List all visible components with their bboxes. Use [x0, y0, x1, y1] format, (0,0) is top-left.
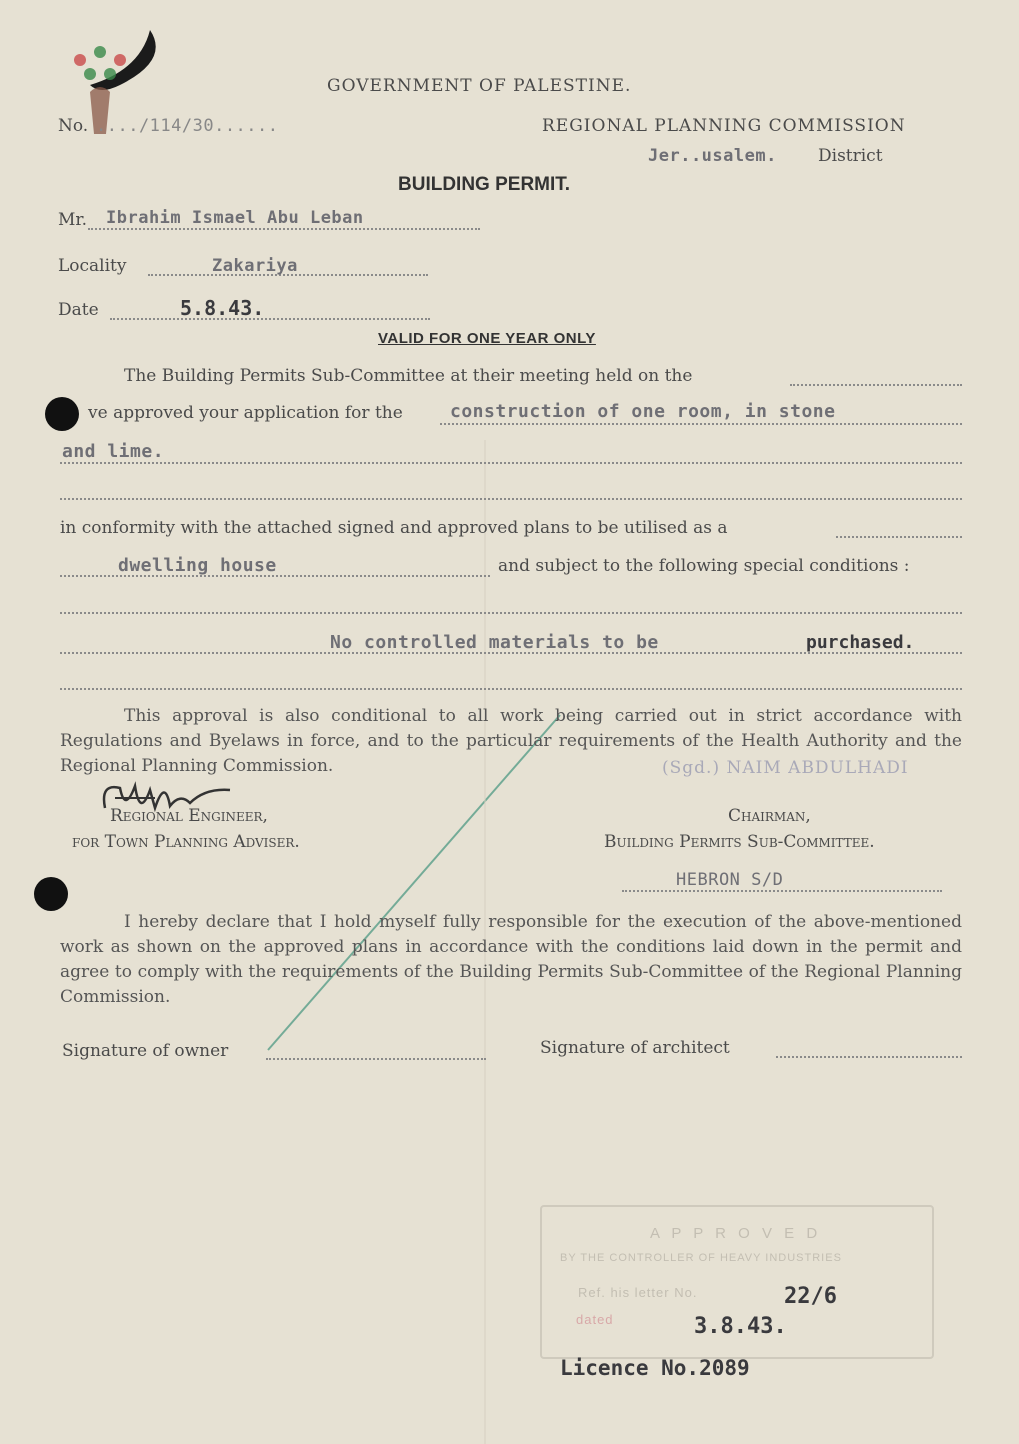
condition-text: No controlled materials to be — [330, 632, 659, 653]
government-heading: GOVERNMENT OF PALESTINE. — [327, 76, 632, 96]
engineer-title: Regional Engineer, — [110, 806, 268, 826]
date-label: Date — [58, 300, 99, 320]
architect-signature-line[interactable] — [776, 1056, 962, 1058]
licence-number: Licence No.2089 — [560, 1356, 750, 1380]
validity-note: VALID FOR ONE YEAR ONLY — [378, 330, 596, 347]
work-description: construction of one room, in stone — [450, 401, 836, 422]
chairman-subtitle: Building Permits Sub-Committee. — [604, 832, 875, 852]
stamp-dated-label: dated — [576, 1312, 614, 1327]
conditions-line-1 — [60, 612, 962, 614]
stamp-controller: BY THE CONTROLLER OF HEAVY INDUSTRIES — [560, 1252, 842, 1264]
number-value: ..../114/30...... — [96, 116, 279, 136]
chairman-title: Chairman, — [728, 806, 811, 826]
punch-hole — [34, 877, 68, 911]
condition-emphasis: purchased. — [806, 632, 915, 653]
district-label: District — [818, 146, 883, 166]
approval-paragraph: This approval is also conditional to all work being carried out in strict accordance with Regulations and Byelaws in force, and to the particular requirements of the Health Authority and the Regional Planning Commission. — [60, 706, 962, 776]
subdistrict-line — [622, 890, 942, 892]
locality-value: Zakariya — [212, 256, 298, 276]
mr-label: Mr. — [58, 210, 88, 230]
stamp-ref-label: Ref. his letter No. — [578, 1285, 698, 1300]
architect-signature-label: Signature of architect — [540, 1038, 730, 1058]
permit-title: BUILDING PERMIT. — [398, 174, 571, 195]
number-label: No. — [58, 116, 89, 136]
engineer-subtitle: for Town Planning Adviser. — [72, 832, 300, 852]
mr-line — [88, 228, 480, 230]
work-description-cont: and lime. — [62, 441, 165, 462]
stamp-approved: A P P R O V E D — [650, 1225, 822, 1242]
owner-signature-line[interactable] — [266, 1058, 486, 1060]
use-line-1 — [836, 536, 962, 538]
body-line-6: and subject to the following special conditions : — [498, 556, 910, 576]
body-line-2: ve approved your application for the — [88, 403, 403, 423]
mr-value: Ibrahim Ismael Abu Leban — [106, 208, 364, 228]
subdistrict-value: HEBRON S/D — [676, 870, 784, 890]
body-line-5: in conformity with the attached signed and approved plans to be utilised as a — [60, 518, 728, 538]
work-line-3 — [60, 498, 962, 500]
district-value: Jer..usalem. — [648, 146, 777, 166]
chairman-signed-stamp: (Sgd.) NAIM ABDULHADI — [662, 758, 909, 778]
conditions-line-3 — [60, 688, 962, 690]
date-line — [110, 318, 430, 320]
commission-heading: REGIONAL PLANNING COMMISSION — [542, 116, 906, 136]
work-line-2 — [60, 462, 962, 464]
owner-signature-label: Signature of owner — [62, 1041, 229, 1061]
declaration-paragraph: I hereby declare that I hold myself fully responsible for the execution of the above-mentioned work as shown on the approved plans in accordance with the conditions laid down in the permit and agree to comply with the requirements of the Building Permits Sub-Committee of the Regional Planning Commission. — [60, 912, 962, 1007]
body-line-1: The Building Permits Sub-Committee at their meeting held on the — [124, 366, 693, 386]
locality-label: Locality — [58, 256, 127, 276]
use-value: dwelling house — [118, 555, 277, 576]
meeting-date-line — [790, 384, 962, 386]
work-line-1 — [440, 423, 962, 425]
stamp-dated-value: 3.8.43. — [694, 1314, 787, 1339]
stamp-ref-value: 22/6 — [784, 1284, 837, 1309]
punch-hole — [45, 397, 79, 431]
date-value: 5.8.43. — [180, 296, 265, 320]
